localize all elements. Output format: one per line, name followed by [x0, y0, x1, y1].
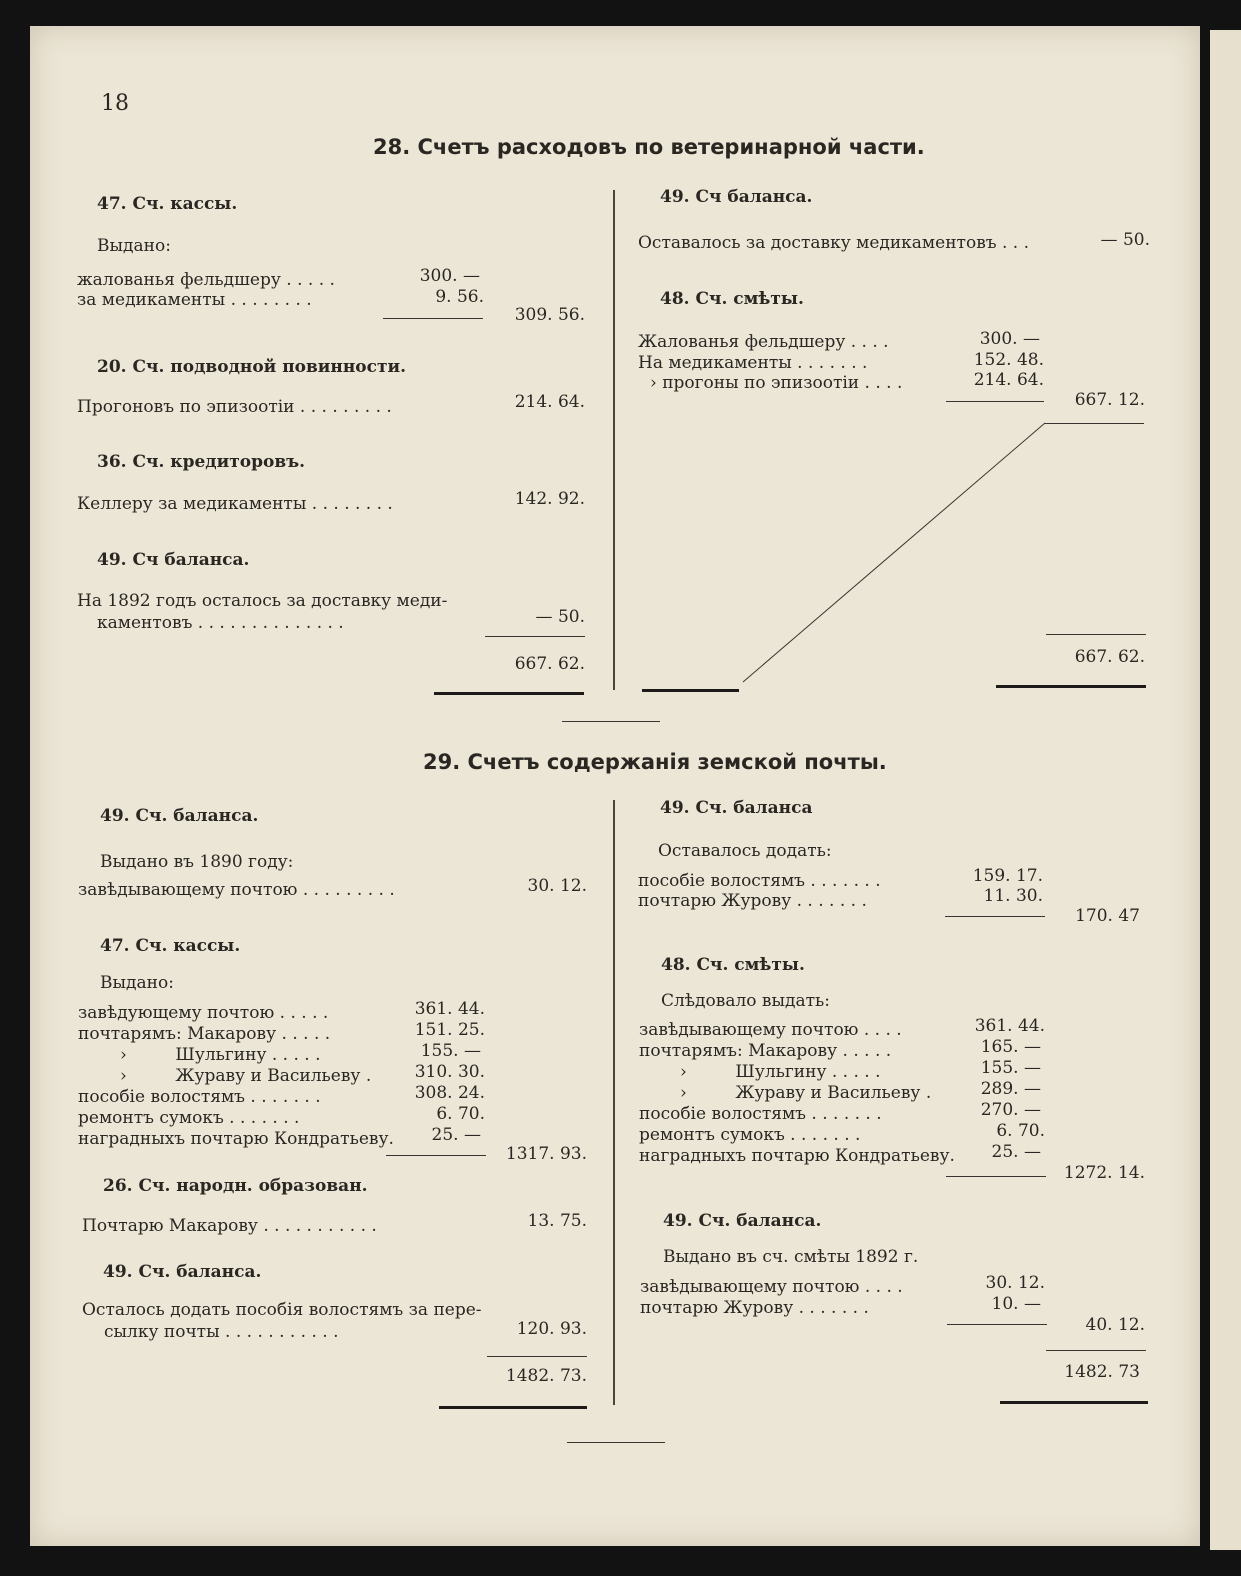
s28-right-subtotal: 667. 12.	[1074, 390, 1145, 410]
s29-right-issued-1892: Выдано въ сч. смѣты 1892 г.	[663, 1247, 919, 1267]
s29-left-subtotal: 1317. 93.	[505, 1144, 587, 1164]
s28-left-subtotal: 309. 56.	[514, 305, 585, 325]
s29-right-row-value: 361. 44.	[974, 1016, 1045, 1036]
total-double-rule	[434, 692, 584, 695]
rule	[383, 318, 483, 319]
s29-right-row-label: пособіе волостямъ . . . . . . .	[638, 871, 881, 891]
s28-left-row-label: жалованья фельдшеру . . . . .	[77, 270, 335, 290]
s29-right-row-value: 159. 17.	[972, 866, 1043, 886]
rule	[947, 1324, 1047, 1325]
s29-left-row-label: пособіе волостямъ . . . . . . .	[78, 1087, 321, 1107]
s29-right-subtotal: 170. 47	[1075, 906, 1140, 926]
s28-left-row-label: Прогоновъ по эпизоотіи . . . . . . . . .	[77, 397, 392, 417]
rule	[386, 1155, 486, 1156]
s29-right-subtotal: 1272. 14.	[1063, 1163, 1145, 1183]
s29-left-row-label: наградныхъ почтарю Кондратьеву.	[78, 1129, 394, 1149]
s28-right-row-value: 214. 64.	[973, 370, 1044, 390]
s29-left-row-value: 6. 70.	[436, 1104, 485, 1124]
s29-right-row-label: ремонтъ сумокъ . . . . . . .	[639, 1125, 861, 1145]
s29-left-heading-balans: 49. Сч. баланса.	[100, 806, 259, 826]
s28-left-row-label-cont: каментовъ . . . . . . . . . . . . . .	[97, 613, 344, 633]
s28-right-row-label: На медикаменты . . . . . . .	[638, 353, 868, 373]
column-divider	[613, 800, 615, 1405]
s29-right-row-value: 165. —	[980, 1037, 1041, 1057]
s29-right-row-label: почтарю Журову . . . . . . .	[638, 891, 867, 911]
s29-right-row-label: наградныхъ почтарю Кондратьеву.	[639, 1146, 955, 1166]
s29-left-issued-1890: Выдано въ 1890 году:	[100, 852, 294, 872]
s29-right-row-label: › Шульгину . . . . .	[680, 1062, 881, 1082]
s29-right-row-value: 10. —	[991, 1294, 1041, 1314]
s28-right-row-value: — 50.	[1100, 230, 1150, 250]
s28-left-heading-balans: 49. Сч баланса.	[97, 550, 250, 570]
s29-left-row-label-cont: сылку почты . . . . . . . . . . .	[104, 1322, 339, 1342]
rule	[485, 636, 585, 637]
s29-left-row-value: 30. 12.	[527, 876, 587, 896]
s28-left-heading-kreditor: 36. Сч. кредиторовъ.	[97, 452, 306, 472]
s28-left-heading-podvod: 20. Сч. подводной повинности.	[97, 357, 407, 377]
total-rule	[642, 689, 739, 692]
s29-left-row-value: 308. 24.	[414, 1083, 485, 1103]
s28-right-row-value: 300. —	[979, 329, 1040, 349]
s28-right-row-label: › прогоны по эпизоотіи . . . .	[650, 373, 903, 393]
s29-right-row-label: завѣдывающему почтою . . . .	[639, 1020, 902, 1040]
s29-right-row-label: › Жураву и Васильеву .	[680, 1083, 932, 1103]
s28-right-heading-balans: 49. Сч баланса.	[660, 187, 813, 207]
cancel-diagonal-line	[740, 420, 1050, 685]
s29-right-remain: Оставалось додать:	[658, 841, 832, 861]
s29-right-row-value: 11. 30.	[983, 886, 1043, 906]
s29-left-row-label: завѣдующему почтою . . . . .	[78, 1003, 329, 1023]
s28-right-heading-smeta: 48. Сч. смѣты.	[660, 289, 804, 309]
s29-left-row-value: 155. —	[420, 1041, 481, 1061]
s28-right-row-label: Жалованья фельдшеру . . . .	[638, 332, 889, 352]
s28-left-row-label: На 1892 годъ осталось за доставку меди-	[77, 591, 448, 611]
next-page-edge	[1210, 30, 1241, 1550]
s28-left-row-value: 9. 56.	[435, 287, 484, 307]
s29-left-row-label: ремонтъ сумокъ . . . . . . .	[78, 1108, 300, 1128]
s29-left-row-label: Осталось додать пособія волостямъ за пере-	[82, 1300, 482, 1320]
s29-right-row-value: 270. —	[980, 1100, 1041, 1120]
s29-right-due: Слѣдовало выдать:	[661, 991, 830, 1011]
s29-right-subtotal: 40. 12.	[1085, 1315, 1145, 1335]
s29-left-total: 1482. 73.	[505, 1366, 587, 1386]
s28-left-row-value: 300. —	[419, 266, 480, 286]
s29-left-row-label: › Шульгину . . . . .	[120, 1045, 321, 1065]
s28-left-row-label: за медикаменты . . . . . . . .	[77, 290, 312, 310]
column-divider	[613, 190, 615, 690]
s29-right-row-label: почтарямъ: Макарову . . . . .	[639, 1041, 892, 1061]
s29-left-row-label: завѣдывающему почтою . . . . . . . . .	[78, 880, 395, 900]
s29-right-heading-smeta: 48. Сч. смѣты.	[661, 955, 805, 975]
s29-right-row-value: 30. 12.	[985, 1273, 1045, 1293]
s28-left-heading-kassa: 47. Сч. кассы.	[97, 194, 238, 214]
total-double-rule	[996, 685, 1146, 688]
total-double-rule	[439, 1406, 587, 1409]
s29-left-heading-kassa: 47. Сч. кассы.	[100, 936, 241, 956]
s29-right-heading-balans-2: 49. Сч. баланса.	[663, 1211, 822, 1231]
s29-left-row-label: › Жураву и Васильеву .	[120, 1066, 372, 1086]
page-number: 18	[101, 91, 129, 116]
section-28-title: 28. Счетъ расходовъ по ветеринарной части.	[373, 135, 925, 159]
rule	[1046, 1350, 1146, 1351]
s28-left-total: 667. 62.	[514, 654, 585, 674]
s28-left-row-label: Келлеру за медикаменты . . . . . . . .	[77, 494, 393, 514]
s29-right-row-value: 155. —	[980, 1058, 1041, 1078]
rule	[946, 401, 1044, 402]
s29-left-row-label: Почтарю Макарову . . . . . . . . . . .	[82, 1216, 377, 1236]
rule	[946, 1176, 1046, 1177]
s29-left-row-value: 25. —	[431, 1125, 481, 1145]
s29-right-row-value: 25. —	[991, 1142, 1041, 1162]
s29-right-row-label: почтарю Журову . . . . . . .	[640, 1298, 869, 1318]
s29-right-row-label: завѣдывающему почтою . . . .	[640, 1277, 903, 1297]
s28-right-total: 667. 62.	[1074, 647, 1145, 667]
s29-left-row-value: 120. 93.	[516, 1319, 587, 1339]
total-double-rule	[1000, 1401, 1148, 1404]
s28-left-row-value: 142. 92.	[514, 489, 585, 509]
s29-left-row-value: 151. 25.	[414, 1020, 485, 1040]
s29-right-row-value: 289. —	[980, 1079, 1041, 1099]
s29-left-row-value: 310. 30.	[414, 1062, 485, 1082]
s29-right-heading-balans: 49. Сч. баланса	[660, 798, 813, 818]
s29-left-row-value: 13. 75.	[527, 1211, 587, 1231]
s29-right-row-label: пособіе волостямъ . . . . . . .	[639, 1104, 882, 1124]
s28-left-row-value: 214. 64.	[514, 392, 585, 412]
rule	[1044, 423, 1144, 424]
section-29-title: 29. Счетъ содержанія земской почты.	[423, 750, 887, 774]
s29-left-heading-balans-2: 49. Сч. баланса.	[103, 1262, 262, 1282]
section-separator	[562, 721, 660, 722]
rule	[1046, 634, 1146, 635]
s28-right-row-value: 152. 48.	[973, 350, 1044, 370]
s29-right-row-value: 6. 70.	[996, 1121, 1045, 1141]
s28-right-row-label: Оставалось за доставку медикаментовъ . . .	[638, 233, 1029, 253]
s29-left-issued: Выдано:	[100, 973, 174, 993]
s28-left-row-value: — 50.	[535, 607, 585, 627]
s29-left-heading-narodn: 26. Сч. народн. образован.	[103, 1176, 368, 1196]
rule	[945, 916, 1045, 917]
rule	[487, 1356, 587, 1357]
s29-left-row-value: 361. 44.	[414, 999, 485, 1019]
s29-right-total: 1482. 73	[1064, 1362, 1140, 1382]
s29-left-row-label: почтарямъ: Макарову . . . . .	[78, 1024, 331, 1044]
s28-left-issued: Выдано:	[97, 236, 171, 256]
section-separator	[567, 1442, 665, 1443]
